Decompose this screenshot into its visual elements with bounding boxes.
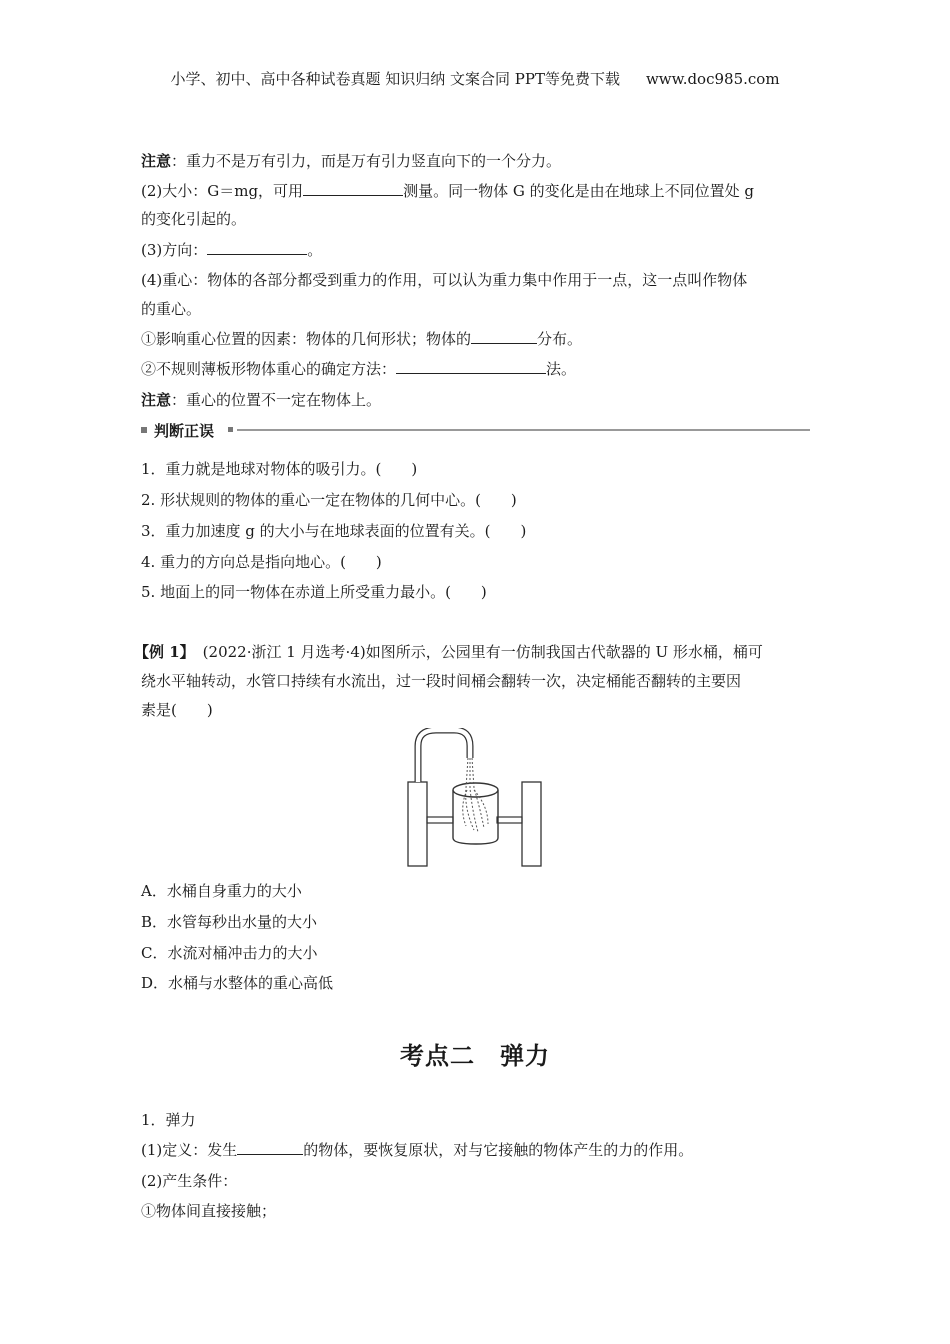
bucket: [453, 790, 498, 844]
divider: [237, 429, 810, 431]
option-a: A．水桶自身重力的大小: [141, 882, 302, 900]
left-axle: [427, 817, 453, 823]
dir-text-b: 。: [307, 241, 323, 259]
def-text-a: (1)定义：发生: [141, 1141, 238, 1159]
note-text-2: ：重心的位置不一定在物体上。: [171, 391, 382, 409]
note-label-2: 注意: [141, 391, 172, 409]
cg-method: [141, 359, 576, 379]
judge-item: 1．重力就是地球对物体的吸引力。( ): [141, 460, 418, 478]
header-text: 小学、初中、高中各种试卷真题 知识归纳 文案合同 PPT等免费下载: [170, 70, 620, 88]
water-pipe: [418, 730, 470, 782]
example-stem-3: 素是( ): [141, 701, 213, 719]
right-axle: [497, 817, 522, 823]
option-d: D．水桶与水整体的重心高低: [141, 974, 334, 992]
example-text: (2022·浙江 1 月选考·4)如图所示，公园里有一仿制我国古代欹器的 U 形水桶，桶可: [202, 643, 763, 661]
cg-factor: [141, 329, 582, 349]
size-text-b: 测量。同一物体 G 的变化是由在地球上不同位置处 g: [403, 182, 754, 200]
note-cg: [141, 390, 381, 410]
page-header: [0, 68, 950, 89]
example-label: 【例 1】: [134, 643, 195, 661]
note-text: ：重力不是万有引力，而是万有引力竖直向下的一个分力。: [171, 152, 562, 170]
def-text-b: 的物体，要恢复原状，对与它接触的物体产生的力的作用。: [303, 1141, 694, 1159]
judge-item: 2. 形状规则的物体的重心一定在物体的几何中心。( ): [141, 491, 517, 509]
center-gravity: (4)重心：物体的各部分都受到重力的作用，可以认为重力集中作用于一点，这一点叫作物体: [141, 271, 748, 289]
u-bucket-figure: [404, 728, 544, 868]
blank-method: [396, 359, 546, 374]
center-gravity-cont: 的重心。: [141, 300, 202, 318]
square-bullet-icon: [141, 427, 147, 433]
judge-title: 判断正误: [154, 422, 215, 440]
option-c: C．水流对桶冲击力的大小: [141, 944, 318, 962]
factor-text-a: ①影响重心位置的因素：物体的几何形状；物体的: [141, 330, 472, 348]
option-b: B．水管每秒出水量的大小: [141, 913, 318, 931]
method-text-b: 法。: [546, 360, 577, 378]
judge-item: 3．重力加速度 g 的大小与在地球表面的位置有关。( ): [141, 522, 527, 540]
blank-deformation: [237, 1140, 303, 1155]
blank-mass-distribution: [471, 329, 537, 344]
elastic-condition-1: ①物体间直接接触；: [141, 1202, 277, 1220]
header-url[interactable]: www.doc985.com: [645, 70, 780, 88]
elastic-condition: (2)产生条件：: [141, 1172, 238, 1190]
elastic-definition: [141, 1140, 693, 1160]
square-bullet-icon: [228, 427, 233, 432]
blank-measure-tool: [303, 181, 403, 196]
method-text-a: ②不规则薄板形物体重心的确定方法：: [141, 360, 397, 378]
section-title: 考点二 弹力: [400, 1041, 550, 1070]
judge-item: 5. 地面上的同一物体在赤道上所受重力最小。( ): [141, 583, 487, 601]
left-post: [408, 782, 427, 866]
judge-section-header: [141, 420, 810, 442]
judge-item: 4. 重力的方向总是指向地心。( ): [141, 553, 382, 571]
note-gravity: [141, 151, 561, 171]
elastic-heading: 1．弹力: [141, 1111, 196, 1129]
example-stem-1: [134, 642, 763, 662]
right-post: [522, 782, 541, 866]
factor-text-b: 分布。: [537, 330, 583, 348]
gravity-direction: [141, 240, 322, 260]
blank-direction: [207, 240, 307, 255]
example-stem-2: 绕水平轴转动，水管口持续有水流出，过一段时间桶会翻转一次，决定桶能否翻转的主要因: [141, 672, 742, 690]
gravity-size: [141, 181, 754, 201]
gravity-size-cont: 的变化引起的。: [141, 210, 247, 228]
size-text-a: (2)大小：G＝mg，可用: [141, 182, 304, 200]
note-label: 注意: [141, 152, 172, 170]
dir-text-a: (3)方向：: [141, 241, 208, 259]
